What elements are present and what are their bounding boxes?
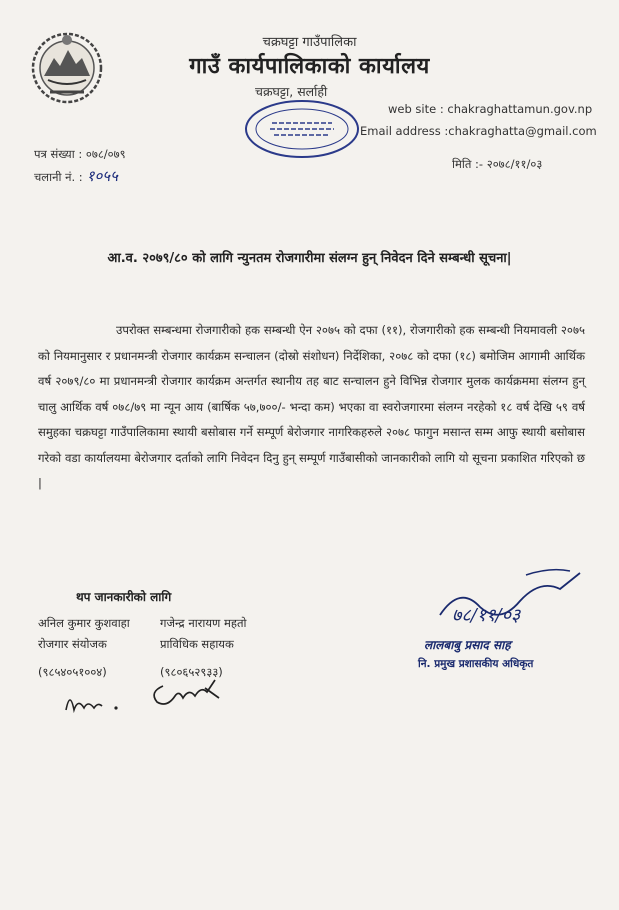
contact-2-name: गजेन्द्र नारायण महतो bbox=[160, 616, 247, 630]
letter-date: मिति :- २०७८/११/०३ bbox=[452, 157, 543, 171]
signatory-title: नि. प्रमुख प्रशासकीय अधिकृत bbox=[418, 658, 534, 670]
office-address: चक्रघट्टा, सर्लाही bbox=[255, 84, 328, 99]
signature-gajendra bbox=[145, 668, 225, 714]
contact-2-role: प्राविधिक सहायक bbox=[160, 637, 234, 651]
signature-chief-officer bbox=[430, 565, 590, 630]
dispatch-number bbox=[34, 166, 118, 186]
more-info-heading: थप जानकारीको लागि bbox=[76, 590, 172, 604]
notice-subject: आ.व. २०७९/८० को लागि न्युनतम रोजगारीमा संलग्न हुन् निवेदन दिने सम्बन्धी सूचना| bbox=[107, 251, 512, 266]
handwritten-date: ७८/११/०३ bbox=[452, 605, 521, 626]
website-link[interactable]: web site : chakraghattamun.gov.np bbox=[388, 102, 593, 116]
contact-1-phone: (९८५४०५१००४) bbox=[38, 665, 107, 679]
signature-anil bbox=[60, 684, 130, 720]
dispatch-number-handwritten: १०५५ bbox=[86, 167, 118, 185]
office-seal-stamp bbox=[242, 98, 362, 160]
signatory-name: लालबाबु प्रसाद साह bbox=[424, 638, 511, 652]
letter-number: पत्र संख्या : ०७८/०७९ bbox=[34, 147, 126, 161]
dispatch-label: चलानी नं. : bbox=[34, 170, 83, 184]
notice-body: उपरोक्त सम्बन्धमा रोजगारीको हक सम्बन्धी ऐन २०७५ को दफा (११), रोजगारीको हक सम्बन्धी नियमावली २०७५ को नियमानुसार र प्रधानमन्त्री रोजगार कार्यक्रम सन्चालन (दोस्रो संशोधन) निर्देशिका, २०७८ को दफा (१८) बमोजिम आगामी आर्थिक वर्ष २०७९/८० मा प्रधानमन्त्री रोजगार कार्यक्रम अन्तर्गत स्थानीय तह बाट सन्चालन हुने विभिन्न रोजगार मुलक कार्यक्रममा संलग्न हुन् चालु आर्थिक वर्ष ०७८/७९ मा न्यून आय (बार्षिक ५७,७००/- भन्दा कम) भएका वा स्वरोजगारमा संलग्न नरहेको १८ वर्ष देखि ५९ वर्ष समुहका चक्रघट्टा गाउँपालिकामा स्थायी बसोबास गर्ने सम्पूर्ण बेरोजगार नागरिकहरुले २०७८ फागुन मसान्त सम्म आफु स्थायी बसोबास गरेको वडा कार्यालयमा बेरोजगार दर्ताको लागि निवेदन दिनु हुन् सम्पूर्ण गाउँबासीको जानकारीको लागि यो सूचना प्रकाशित गरिएको छ | bbox=[38, 323, 585, 490]
contact-1-name: अनिल कुमार कुशवाहा bbox=[38, 616, 130, 630]
email-address[interactable]: Email address :chakraghatta@gmail.com bbox=[360, 124, 597, 138]
municipality-name: चक्रघट्टा गाउँपालिका bbox=[262, 35, 357, 50]
contact-person-1 bbox=[38, 613, 130, 683]
contact-1-role: रोजगार संयोजक bbox=[38, 637, 107, 651]
office-title: गाउँ कार्यपालिकाको कार्यालय bbox=[189, 54, 430, 79]
contact-2-phone: (९८०६५२९३३) bbox=[160, 665, 223, 679]
